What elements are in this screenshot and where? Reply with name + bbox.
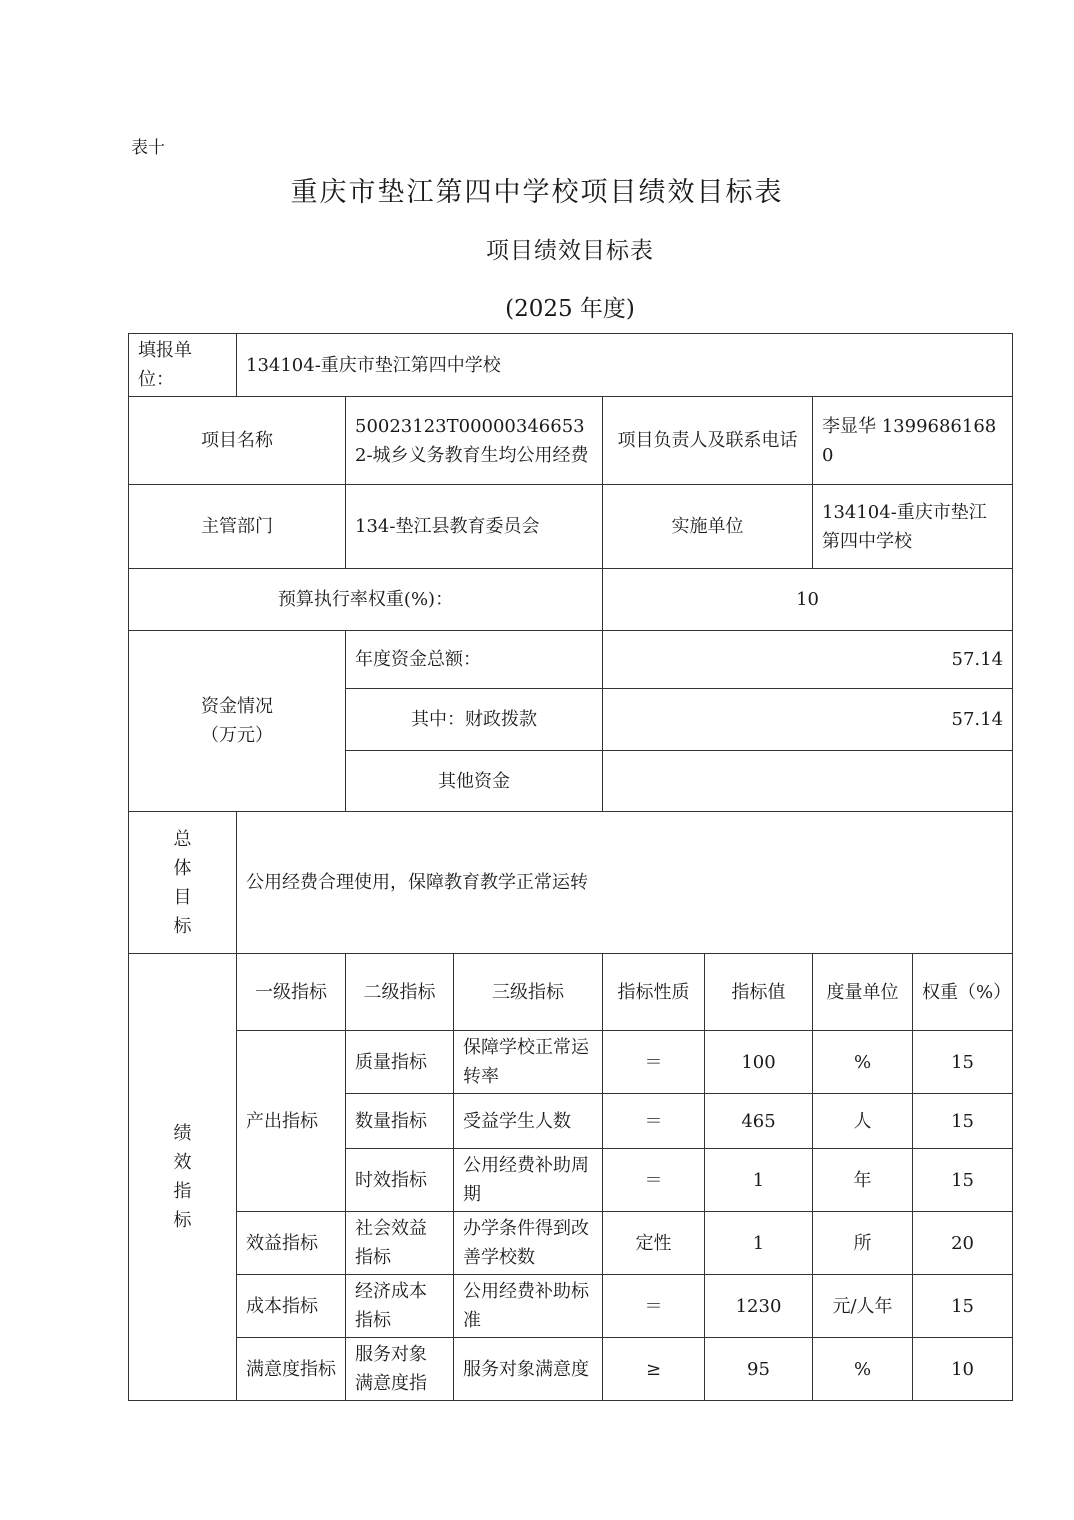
header-level3: 三级指标 bbox=[454, 954, 603, 1031]
dept-label: 主管部门 bbox=[129, 485, 346, 569]
table-number: 表十 bbox=[131, 138, 165, 158]
weight-cell: 15 bbox=[913, 1275, 1013, 1338]
goal-char: 总 bbox=[173, 828, 192, 850]
unit-label: 填报单位： bbox=[129, 334, 237, 397]
weight-cell: 10 bbox=[913, 1338, 1013, 1401]
goal-char: 体 bbox=[173, 857, 192, 879]
project-name-value: 50023123T000003466532-城乡义务教育生均公用经费 bbox=[346, 397, 603, 485]
level1-cell: 产出指标 bbox=[237, 1031, 346, 1212]
overall-goal-label bbox=[129, 812, 237, 954]
unit-cell: 人 bbox=[813, 1094, 913, 1149]
header-nature: 指标性质 bbox=[603, 954, 705, 1031]
table-row bbox=[129, 1338, 1013, 1401]
level3-cell: 服务对象满意度 bbox=[454, 1338, 603, 1401]
indicators-label bbox=[129, 954, 237, 1401]
funds-other-value bbox=[603, 751, 1013, 812]
weight-cell: 15 bbox=[913, 1094, 1013, 1149]
nature-cell: 定性 bbox=[603, 1212, 705, 1275]
impl-label: 实施单位 bbox=[603, 485, 813, 569]
header-value: 指标值 bbox=[705, 954, 813, 1031]
level3-cell: 办学条件得到改善学校数 bbox=[454, 1212, 603, 1275]
overall-goal-text: 公用经费合理使用，保障教育教学正常运转 bbox=[237, 812, 1013, 954]
impl-value: 134104-重庆市垫江第四中学校 bbox=[813, 485, 1013, 569]
table-row bbox=[129, 1031, 1013, 1094]
contact-label: 项目负责人及联系电话 bbox=[603, 397, 813, 485]
table-row bbox=[129, 1212, 1013, 1275]
value-cell: 1 bbox=[705, 1149, 813, 1212]
funds-fiscal-label: 其中：财政拨款 bbox=[346, 689, 603, 751]
level2-cell: 质量指标 bbox=[346, 1031, 454, 1094]
page-subtitle: 项目绩效目标表 bbox=[486, 238, 654, 264]
header-level2: 二级指标 bbox=[346, 954, 454, 1031]
level2-cell: 服务对象满意度指 bbox=[346, 1338, 454, 1401]
unit-cell: % bbox=[813, 1338, 913, 1401]
funds-unit-text: （万元） bbox=[201, 725, 273, 746]
funds-label-text: 资金情况 bbox=[201, 696, 273, 717]
project-name-label: 项目名称 bbox=[129, 397, 346, 485]
indicator-char: 效 bbox=[173, 1152, 192, 1173]
header-level1: 一级指标 bbox=[237, 954, 346, 1031]
indicator-char: 绩 bbox=[173, 1123, 192, 1144]
level2-cell: 数量指标 bbox=[346, 1094, 454, 1149]
goal-char: 标 bbox=[173, 915, 192, 937]
nature-cell: ＝ bbox=[603, 1094, 705, 1149]
unit-cell: 所 bbox=[813, 1212, 913, 1275]
funds-fiscal-value: 57.14 bbox=[603, 689, 1013, 751]
page-title: 重庆市垫江第四中学校项目绩效目标表 bbox=[290, 177, 784, 208]
weight-cell: 15 bbox=[913, 1149, 1013, 1212]
level3-cell: 公用经费补助标准 bbox=[454, 1275, 603, 1338]
unit-cell: 元/人年 bbox=[813, 1275, 913, 1338]
fiscal-year: (2025 年度) bbox=[505, 296, 635, 322]
nature-cell: ＝ bbox=[603, 1149, 705, 1212]
dept-value: 134-垫江县教育委员会 bbox=[346, 485, 603, 569]
level3-cell: 保障学校正常运转率 bbox=[454, 1031, 603, 1094]
level1-cell: 效益指标 bbox=[237, 1212, 346, 1275]
performance-target-table bbox=[128, 333, 1013, 1401]
budget-weight-value: 10 bbox=[603, 569, 1013, 631]
contact-value: 李显华 13996861680 bbox=[813, 397, 1013, 485]
header-unit: 度量单位 bbox=[813, 954, 913, 1031]
table-row bbox=[129, 1275, 1013, 1338]
value-cell: 100 bbox=[705, 1031, 813, 1094]
goal-char: 目 bbox=[173, 886, 192, 908]
funds-total-value: 57.14 bbox=[603, 631, 1013, 689]
header-weight: 权重（%） bbox=[913, 954, 1013, 1031]
level3-cell: 受益学生人数 bbox=[454, 1094, 603, 1149]
funds-label bbox=[129, 631, 346, 812]
level1-cell: 成本指标 bbox=[237, 1275, 346, 1338]
weight-cell: 20 bbox=[913, 1212, 1013, 1275]
unit-cell: % bbox=[813, 1031, 913, 1094]
value-cell: 465 bbox=[705, 1094, 813, 1149]
budget-weight-label: 预算执行率权重(%)： bbox=[129, 569, 603, 631]
indicator-char: 标 bbox=[173, 1210, 192, 1231]
level2-cell: 社会效益指标 bbox=[346, 1212, 454, 1275]
weight-cell: 15 bbox=[913, 1031, 1013, 1094]
indicator-char: 指 bbox=[173, 1181, 192, 1202]
funds-total-label: 年度资金总额： bbox=[346, 631, 603, 689]
nature-cell: ＝ bbox=[603, 1031, 705, 1094]
value-cell: 1230 bbox=[705, 1275, 813, 1338]
value-cell: 1 bbox=[705, 1212, 813, 1275]
unit-value: 134104-重庆市垫江第四中学校 bbox=[237, 334, 1013, 397]
level2-cell: 时效指标 bbox=[346, 1149, 454, 1212]
unit-cell: 年 bbox=[813, 1149, 913, 1212]
level2-cell: 经济成本指标 bbox=[346, 1275, 454, 1338]
level3-cell: 公用经费补助周期 bbox=[454, 1149, 603, 1212]
nature-cell: ＝ bbox=[603, 1275, 705, 1338]
level1-cell: 满意度指标 bbox=[237, 1338, 346, 1401]
nature-cell: ≥ bbox=[603, 1338, 705, 1401]
funds-other-label: 其他资金 bbox=[346, 751, 603, 812]
value-cell: 95 bbox=[705, 1338, 813, 1401]
